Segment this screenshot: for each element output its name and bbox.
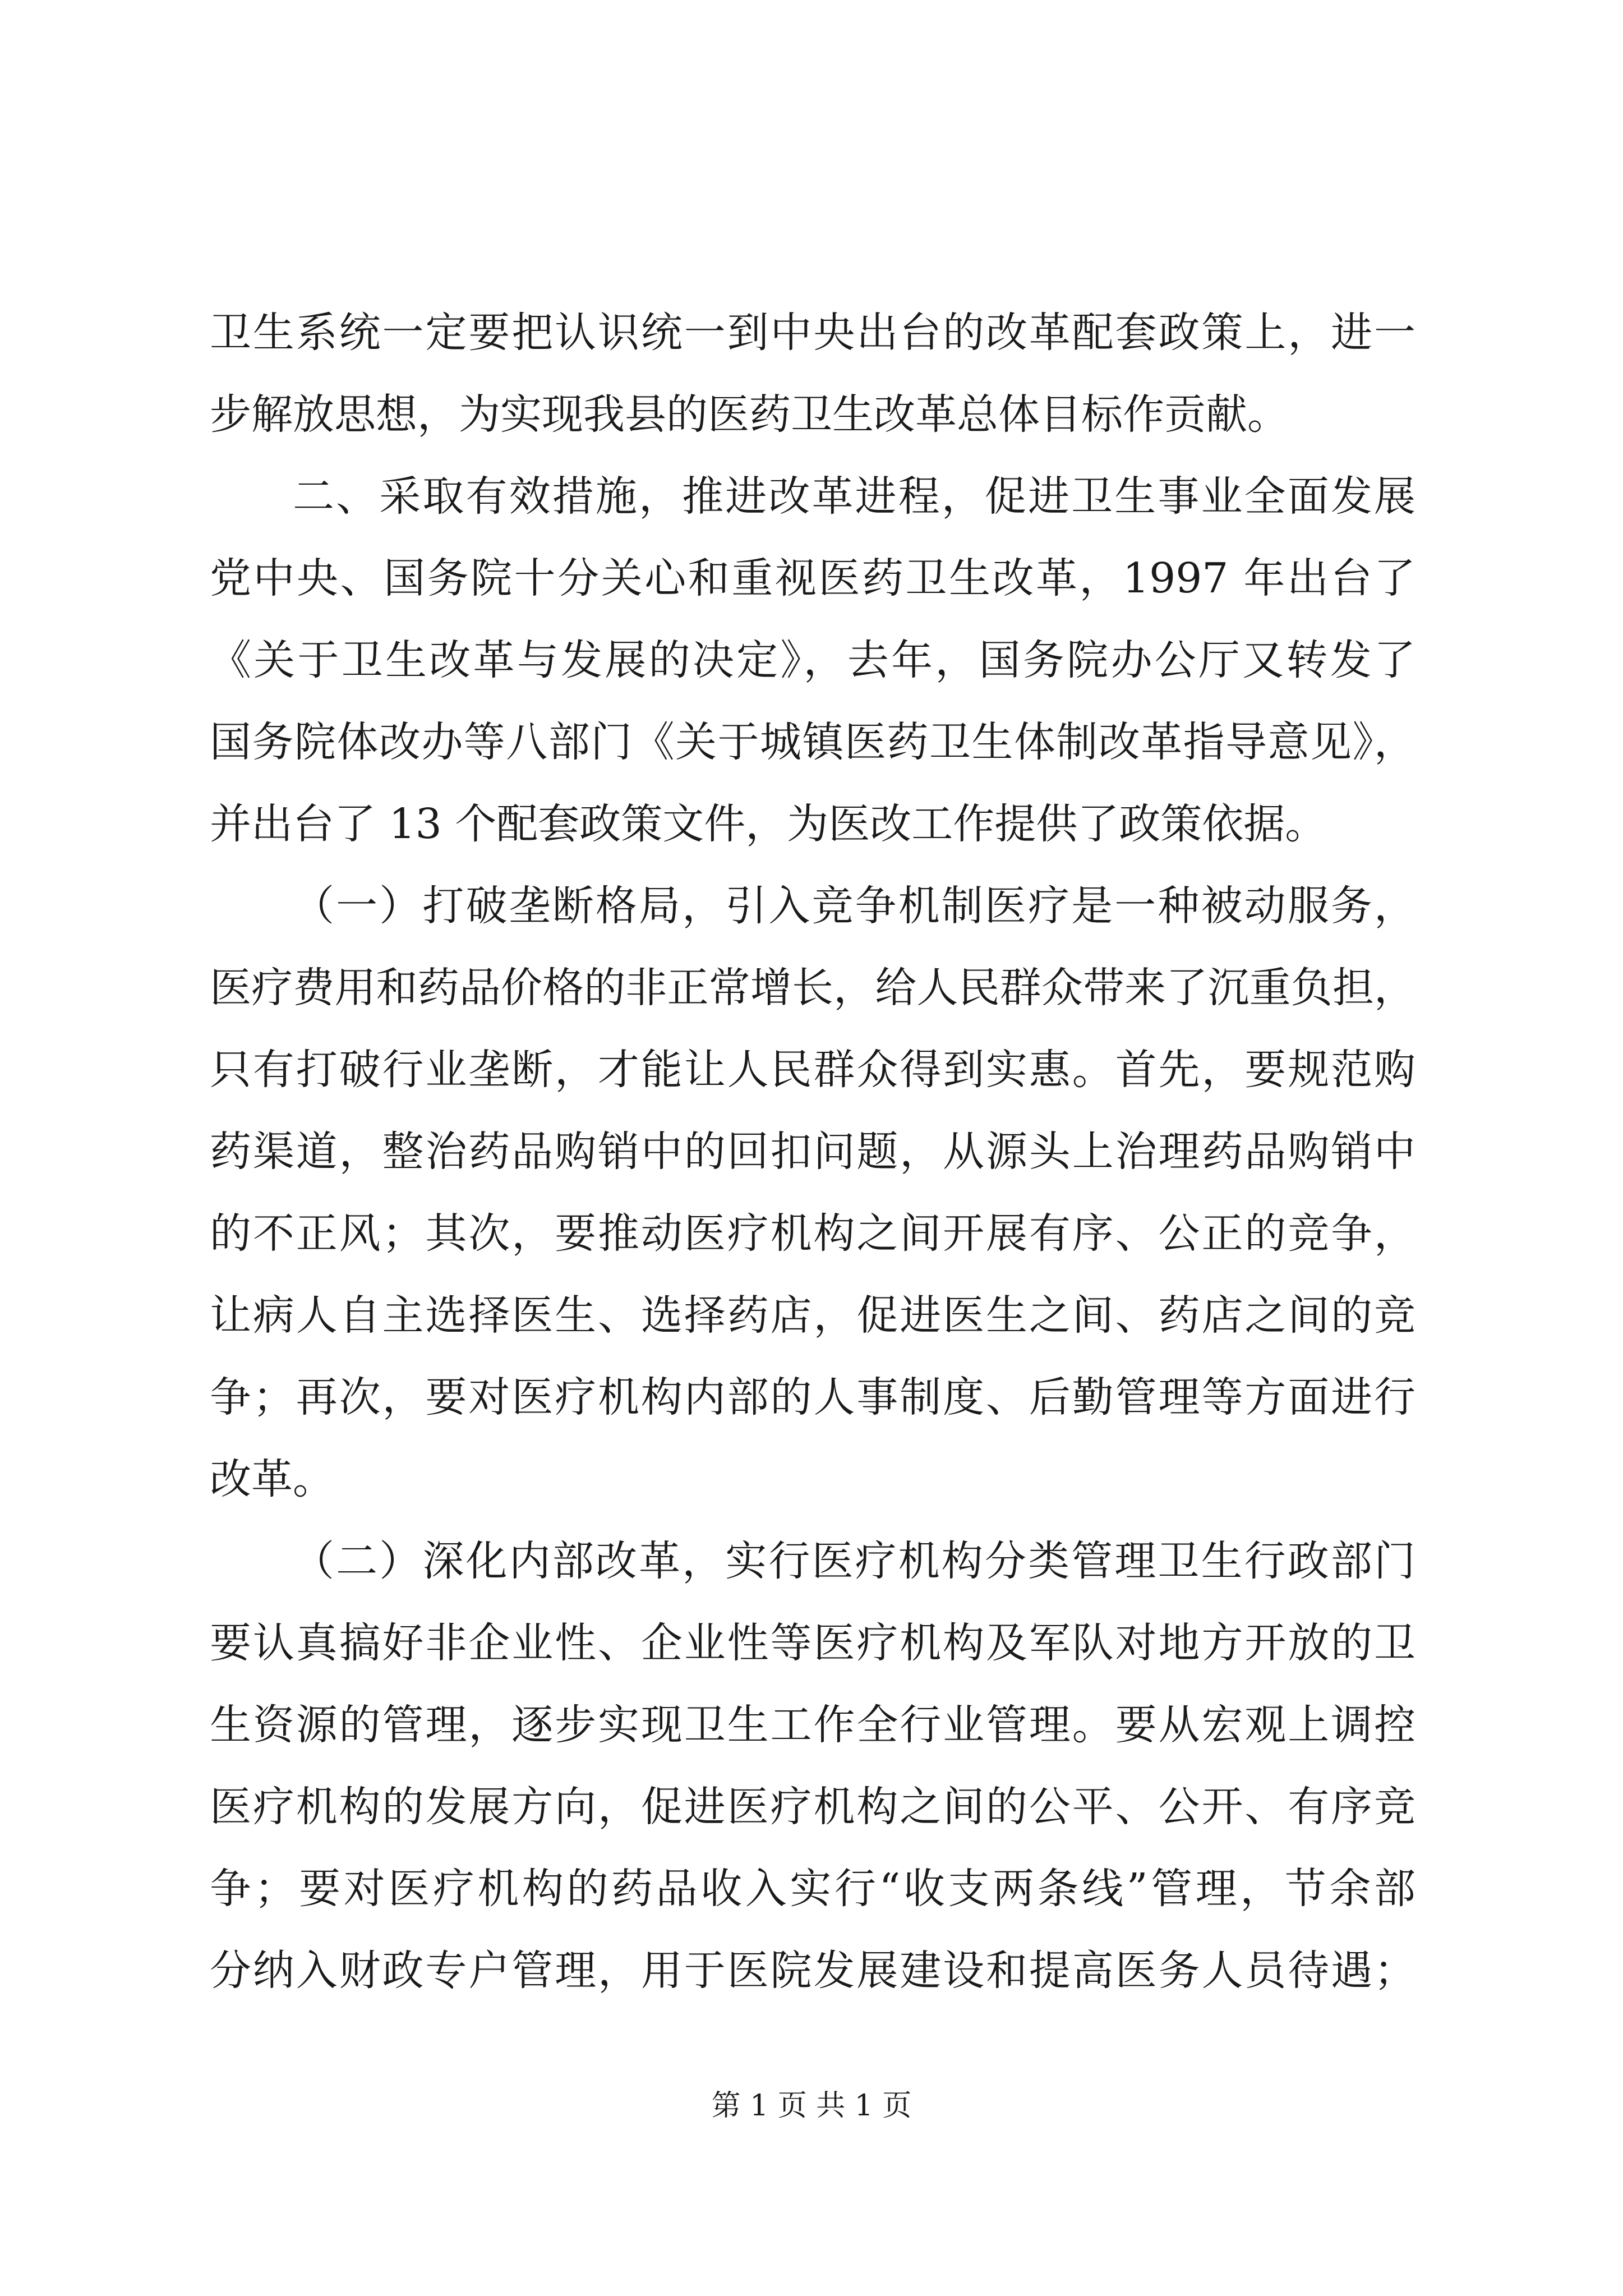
text-line: 步解放思想，为实现我县的医药卫生改革总体目标作贡献。 [210, 390, 1289, 439]
document-body [210, 292, 1415, 2012]
text-line: 改革。 [210, 1455, 334, 1503]
text-line: 争；再次，要对医疗机构内部的人事制度、后勤管理等方面进行 [210, 1373, 1415, 1421]
text-line: 分纳入财政专户管理，用于医院发展建设和提高医务人员待遇； [210, 1947, 1415, 1995]
text-line: 国务院体改办等八部门《关于城镇医药卫生体制改革指导意见》， [210, 718, 1415, 766]
text-line: 党中央、国务院十分关心和重视医药卫生改革，1997 年出台了 [210, 554, 1415, 602]
text-line: 让病人自主选择医生、选择药店，促进医生之间、药店之间的竞 [210, 1291, 1415, 1340]
text-line: 卫生系统一定要把认识统一到中央出台的改革配套政策上，进一 [210, 309, 1415, 357]
text-line: 要认真搞好非企业性、企业性等医疗机构及军队对地方开放的卫 [210, 1619, 1415, 1667]
text-line: 医疗费用和药品价格的非正常增长，给人民群众带来了沉重负担， [210, 964, 1415, 1012]
text-line: 药渠道，整治药品购销中的回扣问题，从源头上治理药品购销中 [210, 1128, 1415, 1176]
text-line: 只有打破行业垄断，才能让人民群众得到实惠。首先，要规范购 [210, 1046, 1415, 1094]
text-line: 争；要对医疗机构的药品收入实行“收支两条线”管理，节余部 [210, 1865, 1415, 1913]
text-line: 生资源的管理，逐步实现卫生工作全行业管理。要从宏观上调控 [210, 1701, 1415, 1749]
subsection-heading: （一）打破垄断格局，引入竞争机制医疗是一种被动服务， [293, 882, 1415, 930]
text-line: 医疗机构的发展方向，促进医疗机构之间的公平、公开、有序竞 [210, 1783, 1415, 1831]
text-line: 《关于卫生改革与发展的决定》，去年，国务院办公厅又转发了 [210, 636, 1415, 684]
text-line: 并出台了 13 个配套政策文件，为医改工作提供了政策依据。 [210, 800, 1327, 848]
text-line: 的不正风；其次，要推动医疗机构之间开展有序、公正的竞争， [210, 1209, 1415, 1258]
subsection-heading: （二）深化内部改革，实行医疗机构分类管理卫生行政部门 [293, 1537, 1415, 1585]
page-number-footer: 第 1 页 共 1 页 [711, 2089, 912, 2123]
section-heading: 二、采取有效措施，推进改革进程，促进卫生事业全面发展 [293, 472, 1415, 521]
